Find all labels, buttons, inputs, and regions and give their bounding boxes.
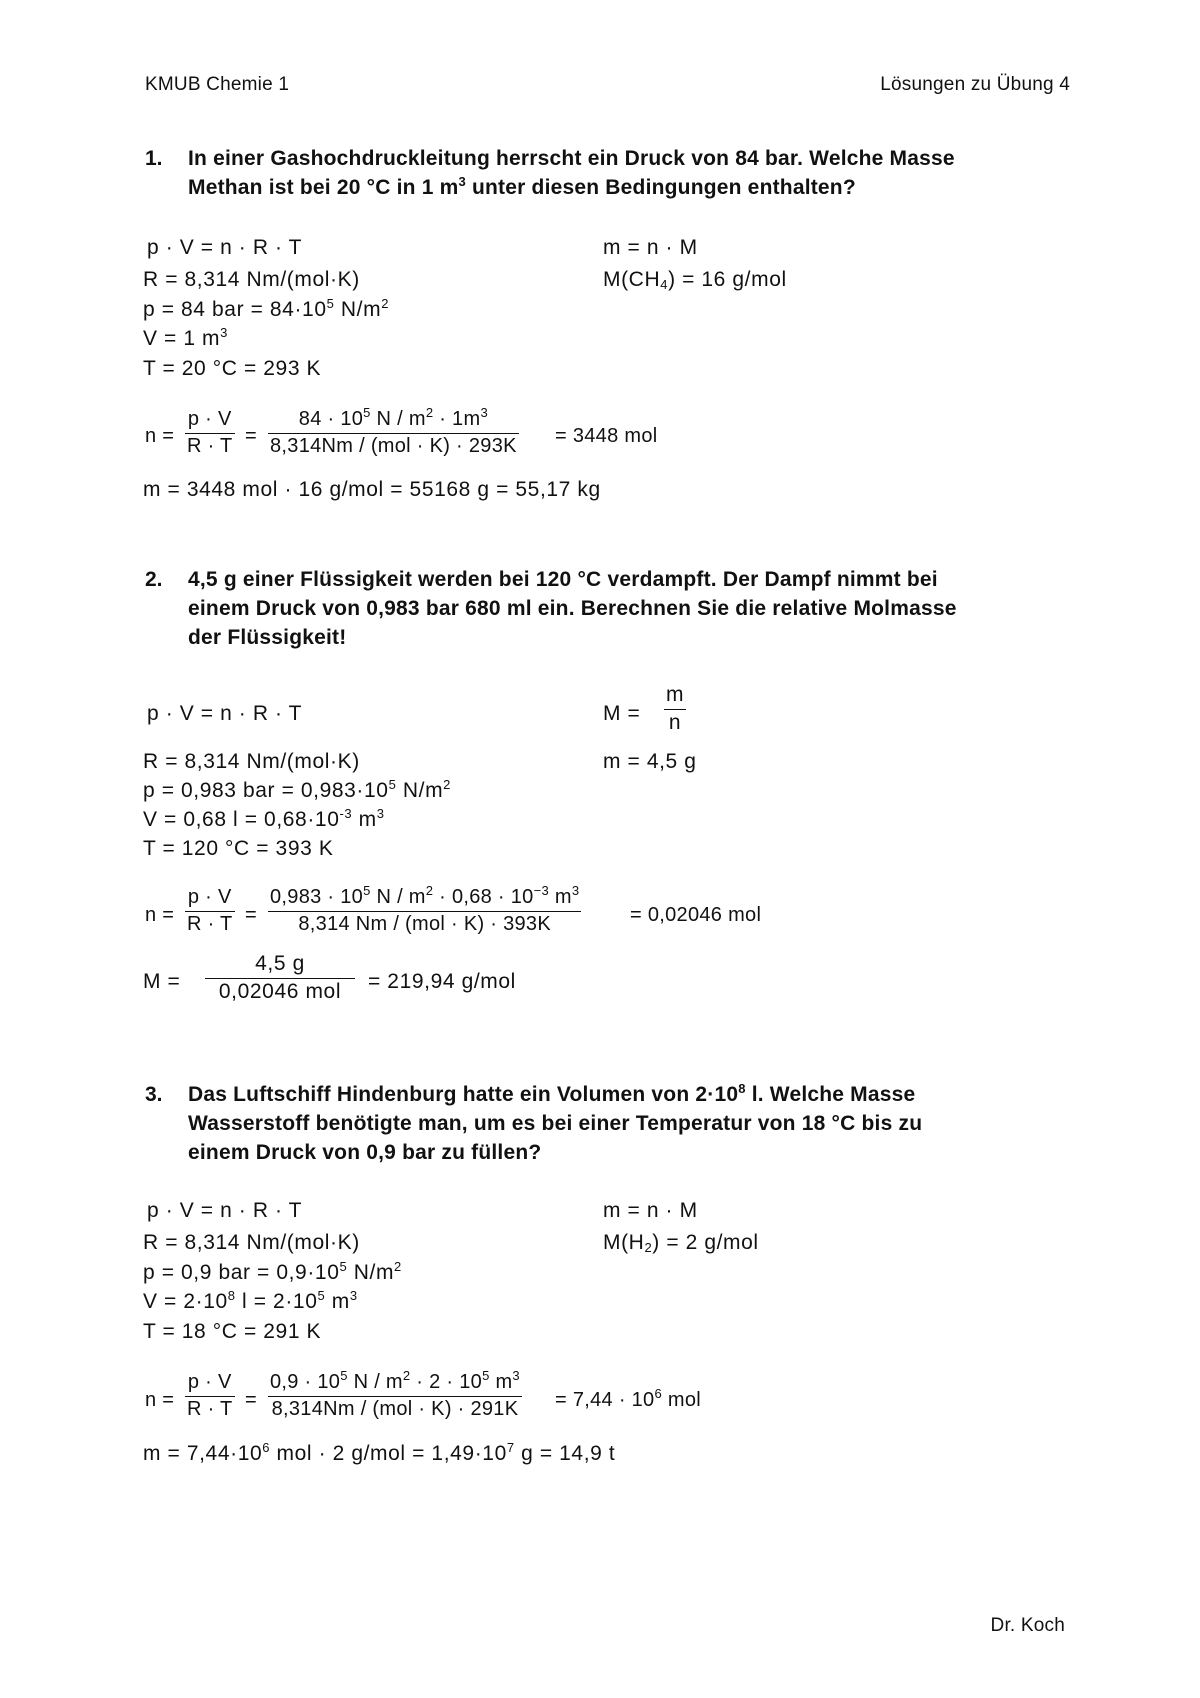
fraction-pV-RT: p · V R · T [187,1371,233,1420]
ideal-gas-law: p · V = n · R · T [147,236,303,259]
given-V: $V = 2\cdot 10^8$ $l = 2\cdot 10^5$ $m^3$ [143,1288,358,1313]
given-p: p = 0,9 bar = $0,9\cdot 10^5$ $N/m^2$ [143,1259,402,1284]
question-number: 2. [145,568,163,591]
M2-lhs: M = [143,970,181,993]
mass-relation: m = n · M [603,1199,698,1222]
M-lhs: M = [603,702,641,725]
given-R: R = 8,314 Nm/(mol·K) [143,268,360,291]
question-text: 4,5 g einer Flüssigkeit werden bei 120 °C verdampft. Der Dampf nimmt bei [188,568,938,591]
n-lhs: n = [145,904,175,926]
n-lhs: n = [145,425,175,447]
equals: = [245,425,257,447]
question-text: der Flüssigkeit! [188,626,347,649]
given-V: V = 1 $m^3$ [143,325,228,350]
given-p: p = 84 bar = $84\cdot 10^5$ $N/m^2$ [143,296,390,321]
given-p: p = 0,983 bar = $0,983\cdot 10^5$ $N/m^2$ [143,777,452,802]
given-R: R = 8,314 Nm/(mol·K) [143,1231,360,1254]
fraction-pV-RT: p · V R · T [187,408,233,457]
fraction-values: $84 \cdot 10^5$ $N / m^2 \cdot 1m^3$ 8,314Nm / (mol · K) · 293K [270,405,517,457]
header-right: Lösungen zu Übung 4 [880,74,1070,95]
question-number: 3. [145,1083,163,1106]
question-text: einem Druck von 0,983 bar 680 ml ein. Berechnen Sie die relative Molmasse [188,597,957,620]
equals: = [245,1389,257,1411]
molar-mass: $M(H_2) = 2$ g/mol [603,1231,759,1255]
question-text: einem Druck von 0,9 bar zu füllen? [188,1141,542,1164]
given-R: R = 8,314 Nm/(mol·K) [143,750,360,773]
question-text: Methan ist bei 20 °C in 1 $m^3$ unter diesen Bedingungen enthalten? [188,174,856,199]
given-T: T = 20 °C = 293 K [143,357,322,380]
fraction-values: $0,9 \cdot 10^5$ $N / m^2 \cdot 2 \cdot 10^5$ $m^3$ 8,314Nm / (mol · K) · 291K [270,1368,520,1420]
equals: = [245,904,257,926]
mass-result: m = 3448 mol · 16 g/mol = 55168 g = 55,17 kg [143,478,601,501]
n-result: = 3448 mol [555,425,658,447]
footer-author: Dr. Koch [990,1615,1065,1636]
given-V: V = 0,68 $l = 0,68\cdot 10^{-3}$ $m^3$ [143,806,385,831]
M2-result: = 219,94 g/mol [368,970,516,993]
question-text: In einer Gashochdruckleitung herrscht ein Druck von 84 bar. Welche Masse [188,147,955,170]
mass-result: $m = 7,44\cdot 10^6$ mol · 2 $g/mol = 1,49\cdot 10^7$ g = 14,9 t [143,1440,616,1465]
header-left: KMUB Chemie 1 [145,74,290,95]
fraction-m-n: m n [666,683,685,734]
given-T: T = 120 °C = 393 K [143,837,334,860]
mass-relation: m = n · M [603,236,698,259]
n-result: = 0,02046 mol [630,904,762,926]
given-T: T = 18 °C = 291 K [143,1320,322,1343]
question-text: Wasserstoff benötigte man, um es bei einer Temperatur von 18 °C bis zu [188,1112,923,1135]
fraction-mass-moles: 4,5 g 0,02046 mol [205,952,355,1004]
molar-mass: $M(CH_4) = 16$ g/mol [603,268,787,292]
ideal-gas-law: p · V = n · R · T [147,702,303,725]
fraction-pV-RT: p · V R · T [187,886,233,935]
ideal-gas-law: p · V = n · R · T [147,1199,303,1222]
n-result: = $7,44 \cdot 10^6$ mol [555,1386,701,1411]
n-lhs: n = [145,1389,175,1411]
question-text: Das Luftschiff Hindenburg hatte ein Volumen von $2\cdot 10^8$ l. Welche Masse [188,1081,916,1106]
question-number: 1. [145,147,163,170]
fraction-values: $0,983 \cdot 10^5$ $N / m^2 \cdot 0,68 \cdot 10^{-3}$ $m^3$ 8,314 Nm / (mol · K) · 393K [270,883,580,935]
given-m: m = 4,5 g [603,750,697,773]
